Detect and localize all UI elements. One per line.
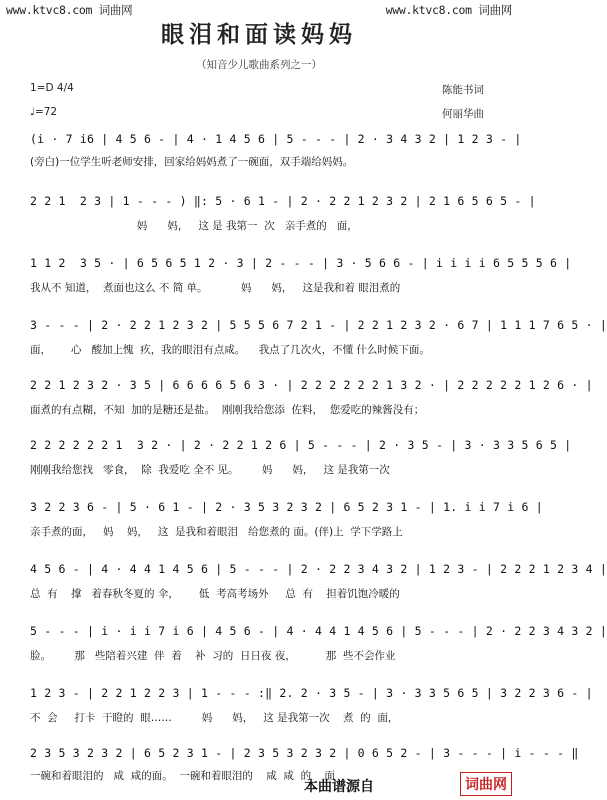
notation-line-3: 1 1 2 3 5 · | 6 5 6 5 1 2 · 3 | 2 - - - | 3 · 5 6 6 - | i i i i 6 5 5 5 6 | xyxy=(30,256,572,270)
notation-line-9: 5 - - - | i · i i 7 i 6 | 4 5 6 - | 4 · 4 4 1 4 5 6 | 5 - - - | 2 · 2 2 3 4 3 2 | xyxy=(30,624,607,638)
lyric-line-2: 妈 妈， 这 是 我第一 次 亲手煮的 面， xyxy=(30,220,358,232)
lyric-line-4: 面， 心 酸加上愧 疚，我的眼泪有点咸。 我点了几次火，不懂 什么时候下面。 xyxy=(30,344,430,356)
lyric-line-6: 刚刚我给您找 零食， 除 我爱吃 全不 见。 妈 妈， 这 是我第一次 xyxy=(30,464,390,476)
notation-line-11: 2 3 5 3 2 3 2 | 6 5 2 3 1 - | 2 3 5 3 2 3 2 | 0 6 5 2 - | 3 - - - | i - - - ‖ xyxy=(30,746,579,760)
notation-line-10: 1 2 3 - | 2 2 1 2 2 3 | 1 - - - :‖ 2. 2 · 3 5 - | 3 · 3 3 5 6 5 | 3 2 2 3 6 - | xyxy=(30,686,593,700)
notation-line-6: 2 2 2 2 2 2 1 3 2 · | 2 · 2 2 1 2 6 | 5 - - - | 2 · 3 5 - | 3 · 3 3 5 6 5 | xyxy=(30,438,572,452)
key-signature: 1=D 4/4 xyxy=(30,82,74,94)
notation-line-4: 3 - - - | 2 · 2 2 1 2 3 2 | 5 5 5 6 7 2 1 - | 2 2 1 2 3 2 · 6 7 | 1 1 1 7 6 5 · | xyxy=(30,318,607,332)
notation-line-1: (i · 7 i6 | 4 5 6 - | 4 · 1 4 5 6 | 5 - - - | 2 · 3 4 3 2 | 1 2 3 - | xyxy=(30,132,522,146)
watermark-right: www.ktvc8.com 词曲网 xyxy=(385,3,512,17)
notation-line-2: 2 2 1 2 3 | 1 - - - ) ‖: 5 · 6 1 - | 2 · 2 2 1 2 3 2 | 2 1 6 5 6 5 - | xyxy=(30,194,536,208)
tempo-marking: ♩=72 xyxy=(30,106,58,118)
lyric-line-7: 亲手煮的面， 妈 妈， 这 是我和着眼泪 给您煮的 面。(伴)上 学下学路上 xyxy=(30,526,403,538)
watermark-left: www.ktvc8.com 词曲网 xyxy=(6,3,133,17)
lyric-line-9: 脸。 那 些陪着兴建 伴 着 补 习的 日日夜 夜， 那 些不会作业 xyxy=(30,650,396,662)
composer-credit: 何丽华曲 xyxy=(442,108,484,120)
lyric-line-1: (旁白)一位学生听老师安排，回家给妈妈煮了一碗面，双手端给妈妈。 xyxy=(30,156,354,168)
song-title: 眼泪和面读妈妈 xyxy=(161,22,357,48)
footer-logo[interactable]: 词曲网 xyxy=(460,772,512,796)
lyric-line-3: 我从不 知道， 煮面也这么 不 简 单。 妈 妈， 这是我和着 眼泪煮的 xyxy=(30,282,401,294)
lyric-line-8: 总 有 撑 着春秋冬夏的 伞， 低 考高考场外 总 有 担着饥饱冷暖的 xyxy=(30,588,400,600)
notation-line-5: 2 2 1 2 3 2 · 3 5 | 6 6 6 6 5 6 3 · | 2 2 2 2 2 2 1 3 2 · | 2 2 2 2 2 1 2 6 · | xyxy=(30,378,593,392)
song-subtitle: （知音少儿歌曲系列之一） xyxy=(196,59,322,71)
lyric-line-10: 不 会 打卡 干瞪的 眼…… 妈 妈， 这 是我第一次 煮 的 面， xyxy=(30,712,399,724)
notation-line-7: 3 2 2 3 6 - | 5 · 6 1 - | 2 · 3 5 3 2 3 2 | 6 5 2 3 1 - | 1. i i 7 i 6 | xyxy=(30,500,543,514)
notation-line-8: 4 5 6 - | 4 · 4 4 1 4 5 6 | 5 - - - | 2 · 2 2 3 4 3 2 | 1 2 3 - | 2 2 2 1 2 3 4 | xyxy=(30,562,607,576)
lyricist-credit: 陈能书词 xyxy=(442,84,484,96)
footer-source-text: 本曲谱源自 xyxy=(304,779,374,795)
lyric-line-11: 一碗和着眼泪的 咸 咸的面。 一碗和着眼泪的 咸 咸 的 面 xyxy=(30,770,335,782)
lyric-line-5: 面煮的有点糊，不知 加的是糖还是盐。 刚刚我给您添 佐料， 您爱吃的辣酱没有； xyxy=(30,404,425,416)
